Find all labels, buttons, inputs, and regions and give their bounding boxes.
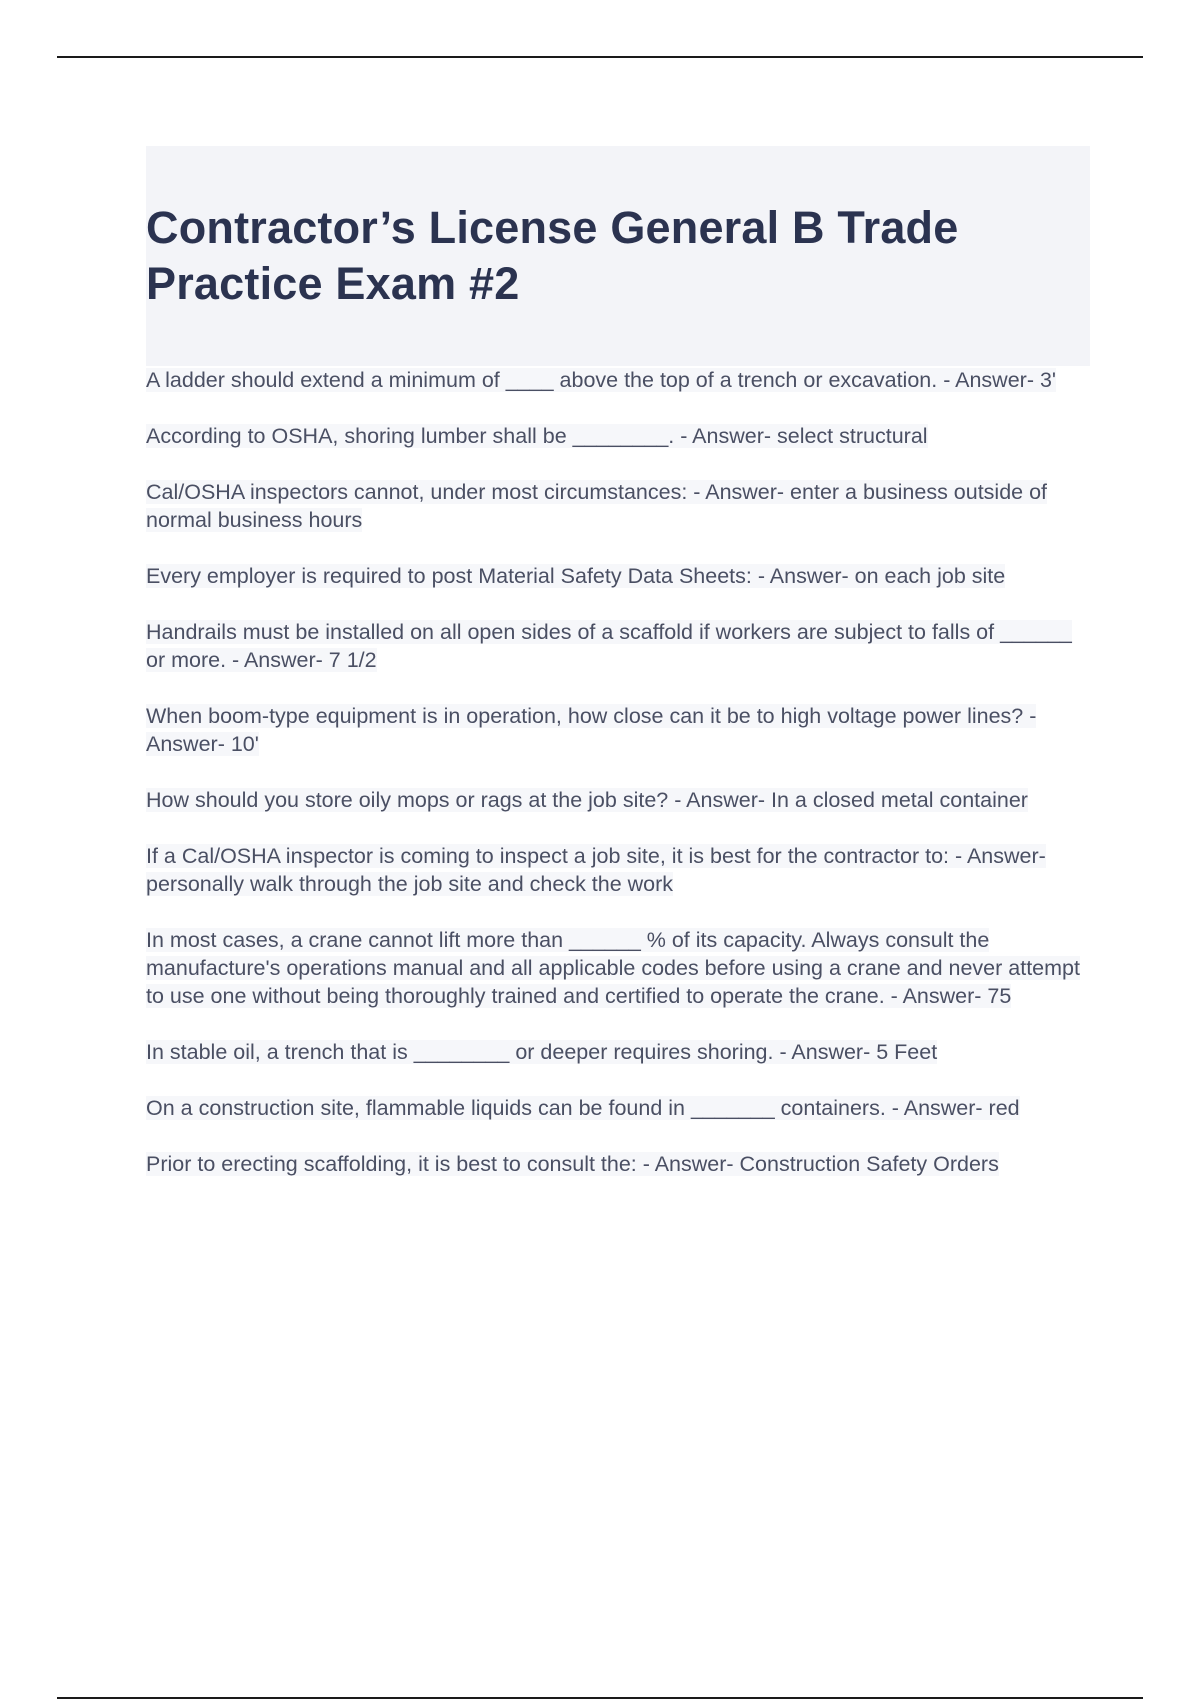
question-item: Every employer is required to post Material Safety Data Sheets: - Answer- on each job site	[146, 564, 1006, 588]
question-item: Cal/OSHA inspectors cannot, under most circumstances: - Answer- enter a business outside of normal business hours	[146, 480, 1048, 532]
question-item: Handrails must be installed on all open sides of a scaffold if workers are subject to falls of ______ or more. - Answer- 7 1/2	[146, 620, 1072, 672]
document-title: Contractor’s License General B Trade Practice Exam #2	[146, 202, 959, 309]
question-item: According to OSHA, shoring lumber shall be ________. - Answer- select structural	[146, 424, 928, 448]
question-item: A ladder should extend a minimum of ____ above the top of a trench or excavation. - Answer- 3'	[146, 368, 1057, 392]
question-item: In most cases, a crane cannot lift more than ______ % of its capacity. Always consult the manufacture's operations manual and all applicable codes before using a crane and never attempt to use one without being thoroughly trained and certified to operate the crane. - Answer- 75	[146, 928, 1080, 1008]
question-item: Prior to erecting scaffolding, it is best to consult the: - Answer- Construction Safety Orders	[146, 1152, 999, 1176]
question-item: On a construction site, flammable liquids can be found in _______ containers. - Answer- red	[146, 1096, 1020, 1120]
bottom-rule	[57, 1697, 1143, 1699]
question-item: If a Cal/OSHA inspector is coming to inspect a job site, it is best for the contractor to: - Answer- personally walk through the job site and check the work	[146, 844, 1046, 896]
question-item: When boom-type equipment is in operation, how close can it be to high voltage power lines? - Answer- 10'	[146, 704, 1037, 756]
question-item: In stable oil, a trench that is ________ or deeper requires shoring. - Answer- 5 Feet	[146, 1040, 938, 1064]
question-list	[146, 366, 1096, 1206]
question-item: How should you store oily mops or rags at the job site? - Answer- In a closed metal container	[146, 788, 1028, 812]
top-rule	[57, 56, 1143, 58]
